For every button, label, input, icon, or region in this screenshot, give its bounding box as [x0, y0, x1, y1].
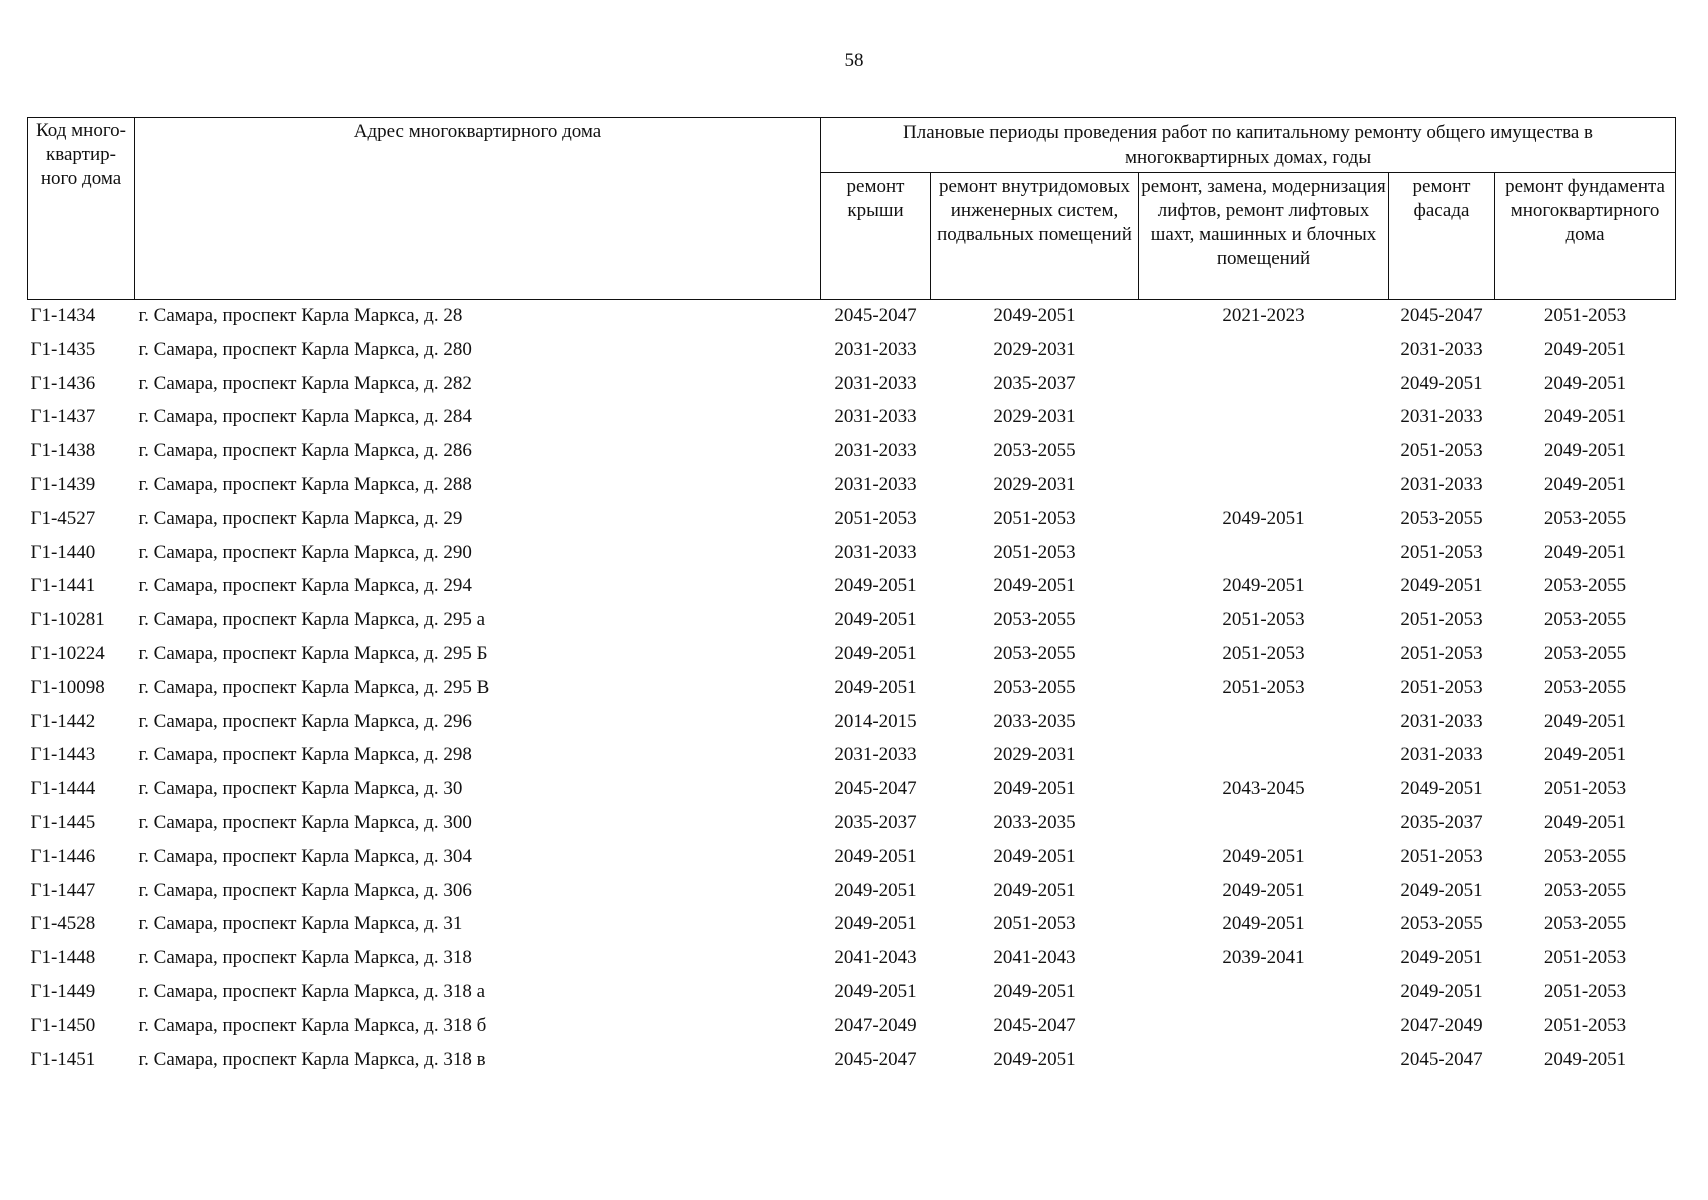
cell-foundation-period: 2051-2053 — [1543, 980, 1627, 1002]
cell-elevators-period — [1139, 540, 1389, 574]
cell-address: г. Самара, проспект Карла Маркса, д. 318 — [138, 947, 472, 969]
cell-elevators-period — [1139, 1047, 1389, 1081]
cell-building-code: Г1-1438 — [30, 440, 96, 462]
cell-facade-period: 2031-2033 — [1400, 744, 1483, 766]
cell-engineering-period: 2049-2051 — [993, 845, 1076, 867]
cell-address: г. Самара, проспект Карла Маркса, д. 282 — [138, 372, 472, 394]
cell-facade-period: 2049-2051 — [1400, 947, 1483, 969]
cell-elevators-period: 2049-2051 — [1222, 913, 1305, 935]
cell-address: г. Самара, проспект Карла Маркса, д. 30 — [138, 778, 463, 800]
cell-building-code: Г1-1447 — [30, 879, 96, 901]
cell-building-code: Г1-10098 — [30, 676, 105, 698]
cell-engineering-period: 2033-2035 — [993, 811, 1076, 833]
cell-elevators-period: 2021-2023 — [1222, 305, 1305, 326]
cell-roof-period: 2049-2051 — [834, 575, 917, 597]
cell-address: г. Самара, проспект Карла Маркса, д. 288 — [138, 473, 472, 495]
cell-roof-period: 2031-2033 — [834, 406, 917, 428]
cell-address: г. Самара, проспект Карла Маркса, д. 318 б — [138, 1014, 487, 1036]
cell-foundation-period: 2049-2051 — [1543, 338, 1627, 360]
cell-facade-period: 2049-2051 — [1400, 372, 1483, 394]
cell-facade-period: 2031-2033 — [1400, 710, 1483, 732]
table-row — [28, 810, 1676, 844]
cell-elevators-period: 2051-2053 — [1222, 642, 1305, 664]
cell-elevators-period — [1139, 438, 1389, 472]
cell-facade-period: 2049-2051 — [1400, 980, 1483, 1002]
cell-building-code: Г1-1451 — [30, 1048, 96, 1070]
cell-elevators-period — [1139, 742, 1389, 776]
table-row — [28, 540, 1676, 574]
cell-engineering-period: 2051-2053 — [993, 541, 1076, 563]
cell-roof-period: 2031-2033 — [834, 338, 917, 360]
cell-address: г. Самара, проспект Карла Маркса, д. 318 в — [138, 1048, 486, 1070]
repair-schedule-table — [27, 117, 1676, 1080]
header-address: Адрес многоквартирного дома — [135, 118, 821, 300]
cell-engineering-period: 2053-2055 — [993, 676, 1076, 698]
cell-foundation-period: 2053-2055 — [1543, 676, 1627, 698]
cell-address: г. Самара, проспект Карла Маркса, д. 28 — [138, 305, 463, 326]
cell-foundation-period: 2053-2055 — [1543, 609, 1627, 631]
cell-elevators-period: 2049-2051 — [1222, 575, 1305, 597]
cell-engineering-period: 2029-2031 — [993, 744, 1076, 766]
cell-roof-period: 2049-2051 — [834, 609, 917, 631]
cell-building-code: Г1-1450 — [30, 1014, 96, 1036]
cell-roof-period: 2049-2051 — [834, 980, 917, 1002]
cell-building-code: Г1-1444 — [30, 778, 96, 800]
table-row — [28, 675, 1676, 709]
cell-roof-period: 2047-2049 — [834, 1014, 917, 1036]
table-row — [28, 371, 1676, 405]
cell-engineering-period: 2053-2055 — [993, 609, 1076, 631]
header-facade-repair: ремонт фасада — [1389, 173, 1495, 300]
cell-foundation-period: 2049-2051 — [1543, 811, 1627, 833]
cell-engineering-period: 2049-2051 — [993, 575, 1076, 597]
cell-engineering-period: 2033-2035 — [993, 710, 1076, 732]
cell-address: г. Самара, проспект Карла Маркса, д. 300 — [138, 811, 472, 833]
cell-building-code: Г1-1441 — [30, 575, 96, 597]
cell-elevators-period — [1139, 810, 1389, 844]
cell-facade-period: 2051-2053 — [1400, 642, 1483, 664]
cell-foundation-period: 2051-2053 — [1543, 305, 1627, 326]
cell-foundation-period: 2049-2051 — [1543, 744, 1627, 766]
cell-elevators-period — [1139, 404, 1389, 438]
cell-roof-period: 2031-2033 — [834, 744, 917, 766]
table-row — [28, 404, 1676, 438]
cell-building-code: Г1-1448 — [30, 947, 96, 969]
cell-engineering-period: 2049-2051 — [993, 778, 1076, 800]
cell-facade-period: 2051-2053 — [1400, 541, 1483, 563]
cell-building-code: Г1-10224 — [30, 642, 105, 664]
table-row — [28, 709, 1676, 743]
cell-building-code: Г1-1442 — [30, 710, 96, 732]
cell-roof-period: 2014-2015 — [834, 710, 917, 732]
cell-roof-period: 2049-2051 — [834, 676, 917, 698]
cell-engineering-period: 2049-2051 — [993, 305, 1076, 326]
cell-elevators-period — [1139, 371, 1389, 405]
cell-building-code: Г1-1435 — [30, 338, 96, 360]
table-row — [28, 945, 1676, 979]
cell-elevators-period — [1139, 472, 1389, 506]
table-row — [28, 1013, 1676, 1047]
cell-building-code: Г1-4528 — [30, 913, 96, 935]
cell-address: г. Самара, проспект Карла Маркса, д. 290 — [138, 541, 472, 563]
cell-roof-period: 2041-2043 — [834, 947, 917, 969]
cell-foundation-period: 2049-2051 — [1543, 372, 1627, 394]
cell-facade-period: 2047-2049 — [1400, 1014, 1483, 1036]
cell-foundation-period: 2053-2055 — [1543, 913, 1627, 935]
cell-building-code: Г1-1445 — [30, 811, 96, 833]
table-row — [28, 573, 1676, 607]
cell-roof-period: 2031-2033 — [834, 440, 917, 462]
cell-roof-period: 2045-2047 — [834, 1048, 917, 1070]
cell-roof-period: 2051-2053 — [834, 507, 917, 529]
table-row — [28, 878, 1676, 912]
table-row — [28, 607, 1676, 641]
header-building-code: Код много-квартир-ного дома — [28, 118, 135, 300]
cell-foundation-period: 2049-2051 — [1543, 406, 1627, 428]
table-row — [28, 438, 1676, 472]
cell-engineering-period: 2041-2043 — [993, 947, 1076, 969]
header-engineering-systems: ремонт внутридомовых инженерных систем, подвальных помещений — [931, 173, 1139, 300]
table-row — [28, 776, 1676, 810]
cell-building-code: Г1-1443 — [30, 744, 96, 766]
table-body — [28, 300, 1676, 1081]
cell-facade-period: 2049-2051 — [1400, 778, 1483, 800]
cell-roof-period: 2049-2051 — [834, 845, 917, 867]
cell-building-code: Г1-1439 — [30, 473, 96, 495]
table-row — [28, 979, 1676, 1013]
cell-facade-period: 2049-2051 — [1400, 575, 1483, 597]
cell-engineering-period: 2051-2053 — [993, 913, 1076, 935]
cell-address: г. Самара, проспект Карла Маркса, д. 295 В — [138, 676, 490, 698]
cell-engineering-period: 2053-2055 — [993, 642, 1076, 664]
cell-building-code: Г1-1446 — [30, 845, 96, 867]
cell-address: г. Самара, проспект Карла Маркса, д. 29 — [138, 507, 463, 529]
cell-address: г. Самара, проспект Карла Маркса, д. 284 — [138, 406, 472, 428]
cell-facade-period: 2051-2053 — [1400, 845, 1483, 867]
cell-address: г. Самара, проспект Карла Маркса, д. 318 а — [138, 980, 486, 1002]
cell-foundation-period: 2051-2053 — [1543, 947, 1627, 969]
table-header — [28, 118, 1676, 300]
cell-address: г. Самара, проспект Карла Маркса, д. 304 — [138, 845, 472, 867]
cell-engineering-period: 2045-2047 — [993, 1014, 1076, 1036]
cell-facade-period: 2049-2051 — [1400, 879, 1483, 901]
header-planned-periods: Плановые периоды проведения работ по капитальному ремонту общего имущества в многоквартирных домах, годы — [821, 118, 1676, 173]
cell-engineering-period: 2049-2051 — [993, 980, 1076, 1002]
cell-building-code: Г1-1449 — [30, 980, 96, 1002]
cell-engineering-period: 2053-2055 — [993, 440, 1076, 462]
cell-elevators-period: 2051-2053 — [1222, 676, 1305, 698]
cell-foundation-period: 2051-2053 — [1543, 1014, 1627, 1036]
cell-address: г. Самара, проспект Карла Маркса, д. 298 — [138, 744, 472, 766]
cell-address: г. Самара, проспект Карла Маркса, д. 280 — [138, 338, 472, 360]
cell-building-code: Г1-4527 — [30, 507, 96, 529]
cell-building-code: Г1-1440 — [30, 541, 96, 563]
cell-building-code: Г1-1436 — [30, 372, 96, 394]
cell-address: г. Самара, проспект Карла Маркса, д. 295 Б — [138, 642, 488, 664]
cell-engineering-period: 2049-2051 — [993, 1048, 1076, 1070]
table-row — [28, 300, 1676, 337]
cell-roof-period: 2049-2051 — [834, 879, 917, 901]
cell-address: г. Самара, проспект Карла Маркса, д. 295 а — [138, 609, 486, 631]
cell-elevators-period — [1139, 1013, 1389, 1047]
cell-elevators-period: 2049-2051 — [1222, 507, 1305, 529]
cell-foundation-period: 2053-2055 — [1543, 879, 1627, 901]
cell-address: г. Самара, проспект Карла Маркса, д. 286 — [138, 440, 472, 462]
page-number: 58 — [844, 50, 864, 71]
table-row — [28, 844, 1676, 878]
cell-foundation-period: 2049-2051 — [1543, 541, 1627, 563]
table-row — [28, 911, 1676, 945]
cell-facade-period: 2051-2053 — [1400, 609, 1483, 631]
cell-building-code: Г1-1437 — [30, 406, 96, 428]
header-elevators: ремонт, замена, модернизация лифтов, ремонт лифтовых шахт, машинных и блочных помещений — [1139, 173, 1389, 300]
cell-facade-period: 2045-2047 — [1400, 305, 1483, 326]
header-roof-repair: ремонт крыши — [821, 173, 931, 300]
cell-roof-period: 2031-2033 — [834, 473, 917, 495]
cell-facade-period: 2031-2033 — [1400, 338, 1483, 360]
cell-foundation-period: 2049-2051 — [1543, 1048, 1627, 1070]
cell-facade-period: 2051-2053 — [1400, 676, 1483, 698]
cell-address: г. Самара, проспект Карла Маркса, д. 294 — [138, 575, 472, 597]
cell-address: г. Самара, проспект Карла Маркса, д. 306 — [138, 879, 472, 901]
cell-foundation-period: 2053-2055 — [1543, 845, 1627, 867]
cell-facade-period: 2031-2033 — [1400, 473, 1483, 495]
cell-engineering-period: 2029-2031 — [993, 406, 1076, 428]
cell-foundation-period: 2049-2051 — [1543, 440, 1627, 462]
cell-roof-period: 2031-2033 — [834, 372, 917, 394]
table-row — [28, 506, 1676, 540]
table-row — [28, 641, 1676, 675]
cell-elevators-period: 2039-2041 — [1222, 947, 1305, 969]
cell-facade-period: 2045-2047 — [1400, 1048, 1483, 1070]
cell-foundation-period: 2053-2055 — [1543, 575, 1627, 597]
cell-roof-period: 2045-2047 — [834, 778, 917, 800]
cell-elevators-period: 2049-2051 — [1222, 845, 1305, 867]
cell-roof-period: 2045-2047 — [834, 305, 917, 326]
cell-roof-period: 2049-2051 — [834, 913, 917, 935]
cell-engineering-period: 2029-2031 — [993, 338, 1076, 360]
cell-facade-period: 2035-2037 — [1400, 811, 1483, 833]
cell-building-code: Г1-1434 — [30, 305, 96, 326]
cell-facade-period: 2053-2055 — [1400, 507, 1483, 529]
header-foundation-repair: ремонт фундамента многоквартирного дома — [1495, 173, 1676, 300]
cell-foundation-period: 2053-2055 — [1543, 507, 1627, 529]
cell-engineering-period: 2035-2037 — [993, 372, 1076, 394]
cell-roof-period: 2031-2033 — [834, 541, 917, 563]
table-row — [28, 742, 1676, 776]
cell-engineering-period: 2051-2053 — [993, 507, 1076, 529]
cell-building-code: Г1-10281 — [30, 609, 105, 631]
cell-elevators-period: 2051-2053 — [1222, 609, 1305, 631]
cell-foundation-period: 2049-2051 — [1543, 473, 1627, 495]
cell-roof-period: 2035-2037 — [834, 811, 917, 833]
cell-facade-period: 2031-2033 — [1400, 406, 1483, 428]
table-row — [28, 1047, 1676, 1081]
cell-elevators-period — [1139, 337, 1389, 371]
cell-foundation-period: 2051-2053 — [1543, 778, 1627, 800]
cell-engineering-period: 2049-2051 — [993, 879, 1076, 901]
cell-foundation-period: 2049-2051 — [1543, 710, 1627, 732]
cell-roof-period: 2049-2051 — [834, 642, 917, 664]
cell-elevators-period: 2049-2051 — [1222, 879, 1305, 901]
table-row — [28, 472, 1676, 506]
cell-address: г. Самара, проспект Карла Маркса, д. 31 — [138, 913, 463, 935]
cell-foundation-period: 2053-2055 — [1543, 642, 1627, 664]
cell-elevators-period — [1139, 979, 1389, 1013]
cell-elevators-period — [1139, 709, 1389, 743]
table-row — [28, 337, 1676, 371]
cell-engineering-period: 2029-2031 — [993, 473, 1076, 495]
cell-elevators-period: 2043-2045 — [1222, 778, 1305, 800]
cell-facade-period: 2051-2053 — [1400, 440, 1483, 462]
cell-facade-period: 2053-2055 — [1400, 913, 1483, 935]
cell-address: г. Самара, проспект Карла Маркса, д. 296 — [138, 710, 472, 732]
